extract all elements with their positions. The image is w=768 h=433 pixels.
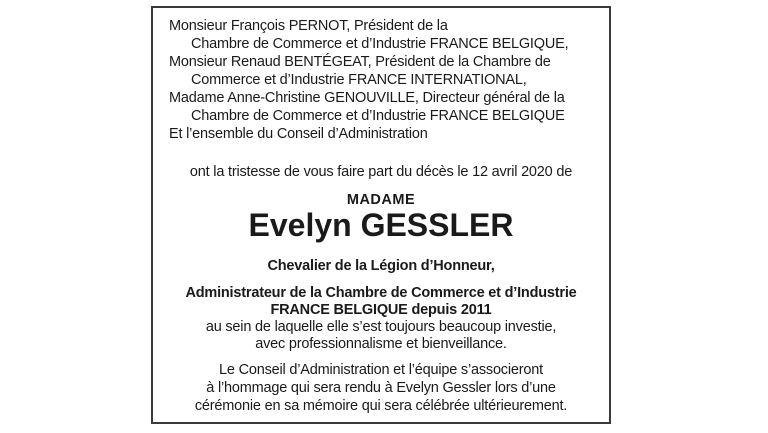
header-line: Monsieur Renaud BENTÉGEAT, Président de la Chambre de [169,54,551,70]
closing-line: Le Conseil d’Administration et l’équipe s’associeront [219,362,543,378]
header-line: Madame Anne-Christine GENOUVILLE, Directeur général de la [169,90,565,106]
role-line: Administrateur de la Chambre de Commerce et d’Industrie [185,285,577,301]
honorific: MADAME [346,192,416,208]
header-line: Chambre de Commerce et d’Industrie FRANCE BELGIQUE [191,108,565,124]
deceased-name: Evelyn GESSLER [248,207,514,243]
role-detail-line: avec professionnalisme et bienveillance. [255,336,507,352]
header-line: Chambre de Commerce et d’Industrie FRANCE BELGIQUE, [191,36,569,52]
role-line: FRANCE BELGIQUE depuis 2011 [270,302,492,318]
obituary-notice [151,6,611,424]
distinction: Chevalier de la Légion d’Honneur, [267,258,495,274]
closing-line: à l’hommage qui sera rendu à Evelyn Gessler lors d’une [206,380,556,396]
header-line: Commerce et d’Industrie FRANCE INTERNATIONAL, [191,72,527,88]
announcement: ont la tristesse de vous faire part du décès le 12 avril 2020 de [189,164,573,180]
closing-line: cérémonie en sa mémoire qui sera célébrée ultérieurement. [194,398,568,414]
role-detail-line: au sein de laquelle elle s’est toujours beaucoup investie, [205,319,557,335]
header-line: Monsieur François PERNOT, Président de la [169,18,448,34]
header-line: Et l’ensemble du Conseil d’Administration [169,126,428,142]
